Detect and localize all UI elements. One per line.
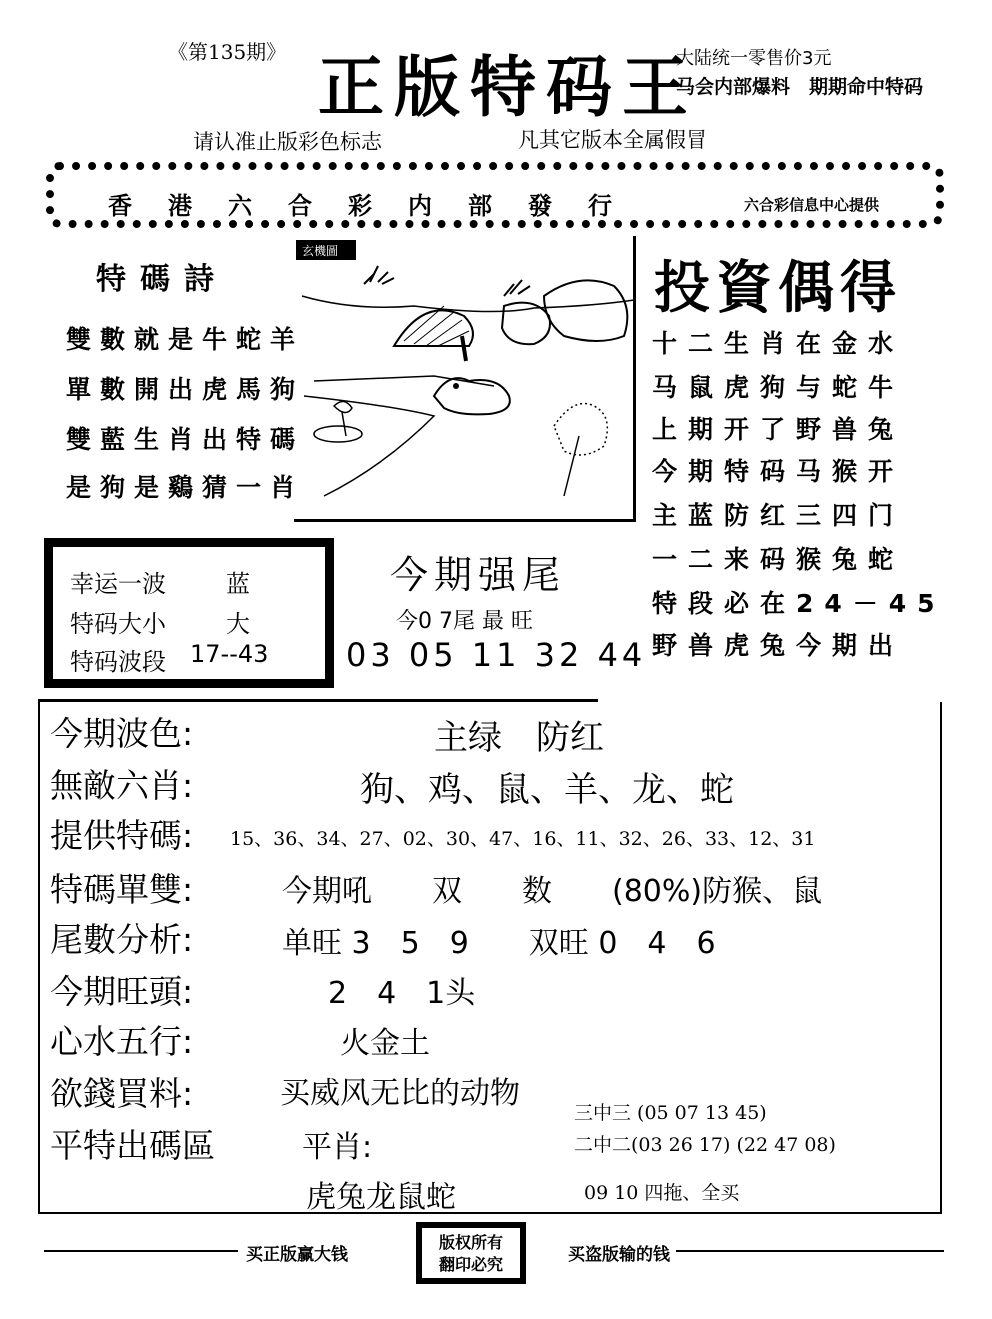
- combo-drag: 09 10 四拖、全买: [584, 1182, 740, 1204]
- lucky-size-label: 特码大小: [70, 610, 166, 638]
- poem-line: 雙藍生肖出特碼: [66, 425, 305, 454]
- invest-line: 一二来码猴兔蛇: [652, 545, 905, 574]
- lucky-range-label: 特码波段: [70, 648, 166, 676]
- invest-line: 特段必在24－45: [652, 589, 946, 618]
- poem-title: 特碼詩: [96, 262, 228, 297]
- head-label: 今期旺頭:: [50, 972, 194, 1011]
- lucky-wave-label: 幸运一波: [70, 570, 166, 598]
- strong-tail-numbers: 03 05 11 32 44: [346, 636, 647, 674]
- invest-line: 上期开了野兽兔: [652, 415, 905, 444]
- invest-title: 投資偶得: [654, 256, 902, 321]
- footer-line-right: [676, 1250, 944, 1252]
- color-value: 主绿 防红: [434, 718, 604, 758]
- riddle-picture: [294, 236, 636, 522]
- head-value: 2 4 1头: [328, 976, 476, 1011]
- money-value: 买威风无比的动物: [280, 1076, 520, 1111]
- element-label: 心水五行:: [50, 1022, 194, 1061]
- copyright-line-2: 翻印必究: [438, 1255, 503, 1274]
- invest-line: 十二生肖在金水: [652, 329, 905, 358]
- color-label: 今期波色:: [50, 714, 194, 753]
- tail-label: 尾數分析:: [50, 920, 194, 959]
- lucky-wave-value: 蓝: [226, 570, 250, 598]
- poem-line: 是狗是鷄猜一肖: [66, 473, 305, 502]
- riddle-illustration: [294, 236, 636, 522]
- notice-counterfeit: 凡其它版本全属假冒: [518, 128, 707, 152]
- picture-stamp: 玄機圖: [302, 244, 339, 258]
- special-label: 提供特碼:: [50, 816, 194, 855]
- issue-number: 《第135期》: [168, 40, 287, 64]
- zodiac-value: 狗、鸡、鼠、羊、龙、蛇: [360, 770, 734, 810]
- tagline: 马会内部爆料 期期命中特码: [676, 76, 924, 98]
- footer-line-left: [44, 1250, 238, 1252]
- banner-text: 香港六合彩内部發行: [108, 192, 648, 220]
- copyright-line-1: 版权所有: [438, 1233, 503, 1252]
- invest-line: 马鼠虎狗与蛇牛: [652, 373, 905, 402]
- poem-line: 雙數就是牛蛇羊: [66, 325, 305, 354]
- money-label: 欲錢買料:: [50, 1074, 194, 1113]
- combo-three: 三中三 (05 07 13 45): [574, 1102, 767, 1124]
- oddeven-label: 特碼單雙:: [50, 870, 194, 909]
- banner-source: 六合彩信息中心提供: [744, 196, 880, 214]
- invest-line: 野兽虎兔今期出: [652, 631, 905, 660]
- area-flat-label: 平肖:: [302, 1130, 373, 1165]
- tail-value: 单旺 3 5 9 双旺 0 4 6: [282, 926, 716, 961]
- strong-tail-sub: 今0 7尾 最 旺: [396, 609, 533, 634]
- lucky-size-value: 大: [226, 610, 250, 638]
- area-zodiac-value: 虎兔龙鼠蛇: [306, 1180, 456, 1215]
- notice-authentic: 请认准止版彩色标志: [193, 130, 382, 154]
- page-title: 正版特码王: [318, 49, 698, 126]
- invest-line: 主蓝防红三四门: [652, 501, 905, 530]
- special-value: 15、36、34、27、02、30、47、16、11、32、26、33、12、31: [230, 828, 816, 850]
- strong-tail-title: 今期强尾: [390, 553, 567, 597]
- footer-slogan-left: 买正版赢大钱: [246, 1245, 348, 1265]
- poem-line: 單數開出虎馬狗: [66, 375, 305, 404]
- footer-slogan-right: 买盗版输的钱: [568, 1245, 670, 1265]
- element-value: 火金土: [340, 1026, 430, 1061]
- lucky-range-value: 17--43: [190, 640, 269, 668]
- area-label: 平特出碼區: [50, 1126, 215, 1165]
- copyright-stamp: [416, 1222, 526, 1284]
- invest-line: 今期特码马猴开: [652, 457, 905, 486]
- oddeven-value: 今期吼 双 数 (80%)防猴、鼠: [282, 874, 823, 909]
- combo-two: 二中二(03 26 17) (22 47 08): [574, 1134, 836, 1156]
- retail-price: 大陆统一零售价3元: [676, 48, 832, 69]
- zodiac-label: 無敵六肖:: [50, 766, 194, 805]
